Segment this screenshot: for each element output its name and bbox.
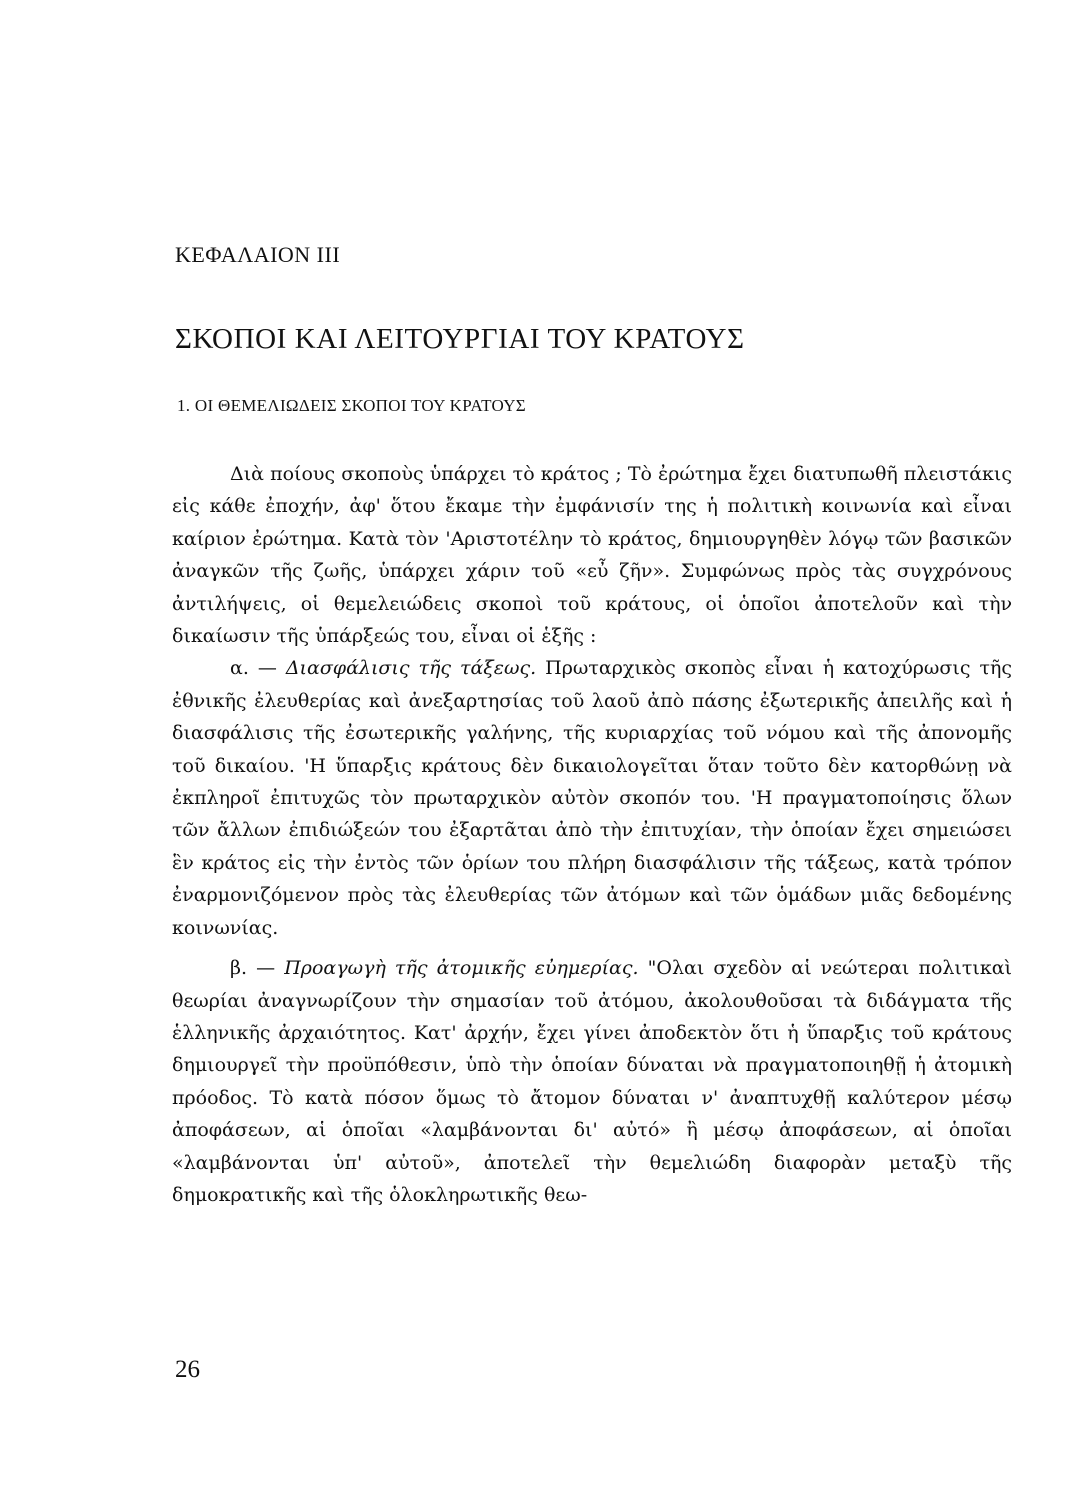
chapter-label: ΚΕΦΑΛΑΙΟΝ ΙΙΙ [175,242,341,267]
page-number: 26 [175,1356,200,1383]
alpha-marker: α. — [230,657,286,680]
alpha-title: Διασφάλισις τῆς τάξεως. [285,657,537,680]
section-heading: 1. ΟΙ ΘΕΜΕΛΙΩΔΕΙΣ ΣΚΟΠΟΙ ΤΟΥ ΚΡΑΤΟΥΣ [177,396,527,415]
body-text [172,458,1012,1211]
alpha-text: Πρωταρχικὸς σκοπὸς εἶναι ἡ κατοχύρωσις τῆς ἐθνικῆς ἐλευθερίας καὶ ἀνεξαρτησίας τοῦ λαοῦ ἀπὸ πάσης ἐξωτερικῆς ἀπειλῆς καὶ ἡ διασφάλισις τῆς ἐσωτερικῆς γαλήνης, τῆς κυριαρχίας τοῦ νόμου καὶ τῆς ἀπονομῆς τοῦ δικαίου. 'Η ὕπαρξις κράτους δὲν δικαιολογεῖται ὅταν τοῦτο δὲν κατορθώνῃ νὰ ἐκπληροῖ ἐπιτυχῶς τὸν πρωταρχικὸν αὐτὸν σκοπόν του. 'Η πραγματοποίησις ὅλων τῶν ἄλλων ἐπιδιώξεών του ἐξαρτᾶται ἀπὸ τὴν ἐπιτυχίαν, τὴν ὁποίαν ἔχει σημειώσει ἓν κράτος εἰς τὴν ἐντὸς τῶν ὁρίων του πλήρη διασφάλισιν τῆς τάξεως, κατὰ τρόπον ἐναρμονιζόμενον πρὸς τὰς ἐλευθερίας τῶν ἀτόμων καὶ τῶν ὁμάδων μιᾶς δεδομένης κοινωνίας. [172,657,1012,939]
paragraph-intro: Διὰ ποίους σκοποὺς ὑπάρχει τὸ κράτος ; Τὸ ἐρώτημα ἔχει διατυπωθῆ πλειστάκις εἰς κάθε ἐποχήν, ἀφ' ὅτου ἔκαμε τὴν ἐμφάνισίν της ἡ πολιτικὴ κοινωνία καὶ εἶναι καίριον ἐρώτημα. Κατὰ τὸν 'Αριστοτέλην τὸ κράτος, δημιουργηθὲν λόγῳ τῶν βασικῶν ἀναγκῶν τῆς ζωῆς, ὑπάρχει χάριν τοῦ «εὖ ζῆν». Συμφώνως πρὸς τὰς συγχρόνους ἀντιλήψεις, οἱ θεμελειώδεις σκοποὶ τοῦ κράτους, οἱ ὁποῖοι ἀποτελοῦν καὶ τὴν δικαίωσιν τῆς ὑπάρξεώς του, εἶναι οἱ ἑξῆς : [172,463,1012,648]
beta-text: "Ολαι σχεδὸν αἱ νεώτεραι πολιτικαὶ θεωρίαι ἀναγνωρίζουν τὴν σημασίαν τοῦ ἀτόμου, ἀκολουθοῦσαι τὰ διδάγματα τῆς ἑλληνικῆς ἀρχαιότητος. Κατ' ἀρχήν, ἔχει γίνει ἀποδεκτὸν ὅτι ἡ ὕπαρξις τοῦ κράτους δημιουργεῖ τὴν προϋπόθεσιν, ὑπὸ τὴν ὁποίαν δύναται νὰ πραγματοποιηθῇ ἡ ἀτομικὴ πρόοδος. Τὸ κατὰ πόσον ὅμως τὸ ἄτομον δύναται ν' ἀναπτυχθῇ καλύτερον μέσῳ ἀποφάσεων, αἱ ὁποῖαι «λαμβάνονται δι' αὐτό» ἢ μέσῳ ἀποφάσεων, αἱ ὁποῖαι «λαμβάνονται ὑπ' αὐτοῦ», ἀποτελεῖ τὴν θεμελιώδη διαφορὰν μεταξὺ τῆς δημοκρατικῆς καὶ τῆς ὁλοκληρωτικῆς θεω- [172,957,1012,1206]
beta-title: Προαγωγὴ τῆς ἀτομικῆς εὐημερίας. [284,957,639,980]
chapter-title: ΣΚΟΠΟΙ ΚΑΙ ΛΕΙΤΟΥΡΓΙΑΙ ΤΟΥ ΚΡΑΤΟΥΣ [175,323,745,355]
beta-marker: β. — [230,957,285,980]
paragraph-beta [172,952,1012,1211]
paragraph-alpha [172,652,1012,944]
